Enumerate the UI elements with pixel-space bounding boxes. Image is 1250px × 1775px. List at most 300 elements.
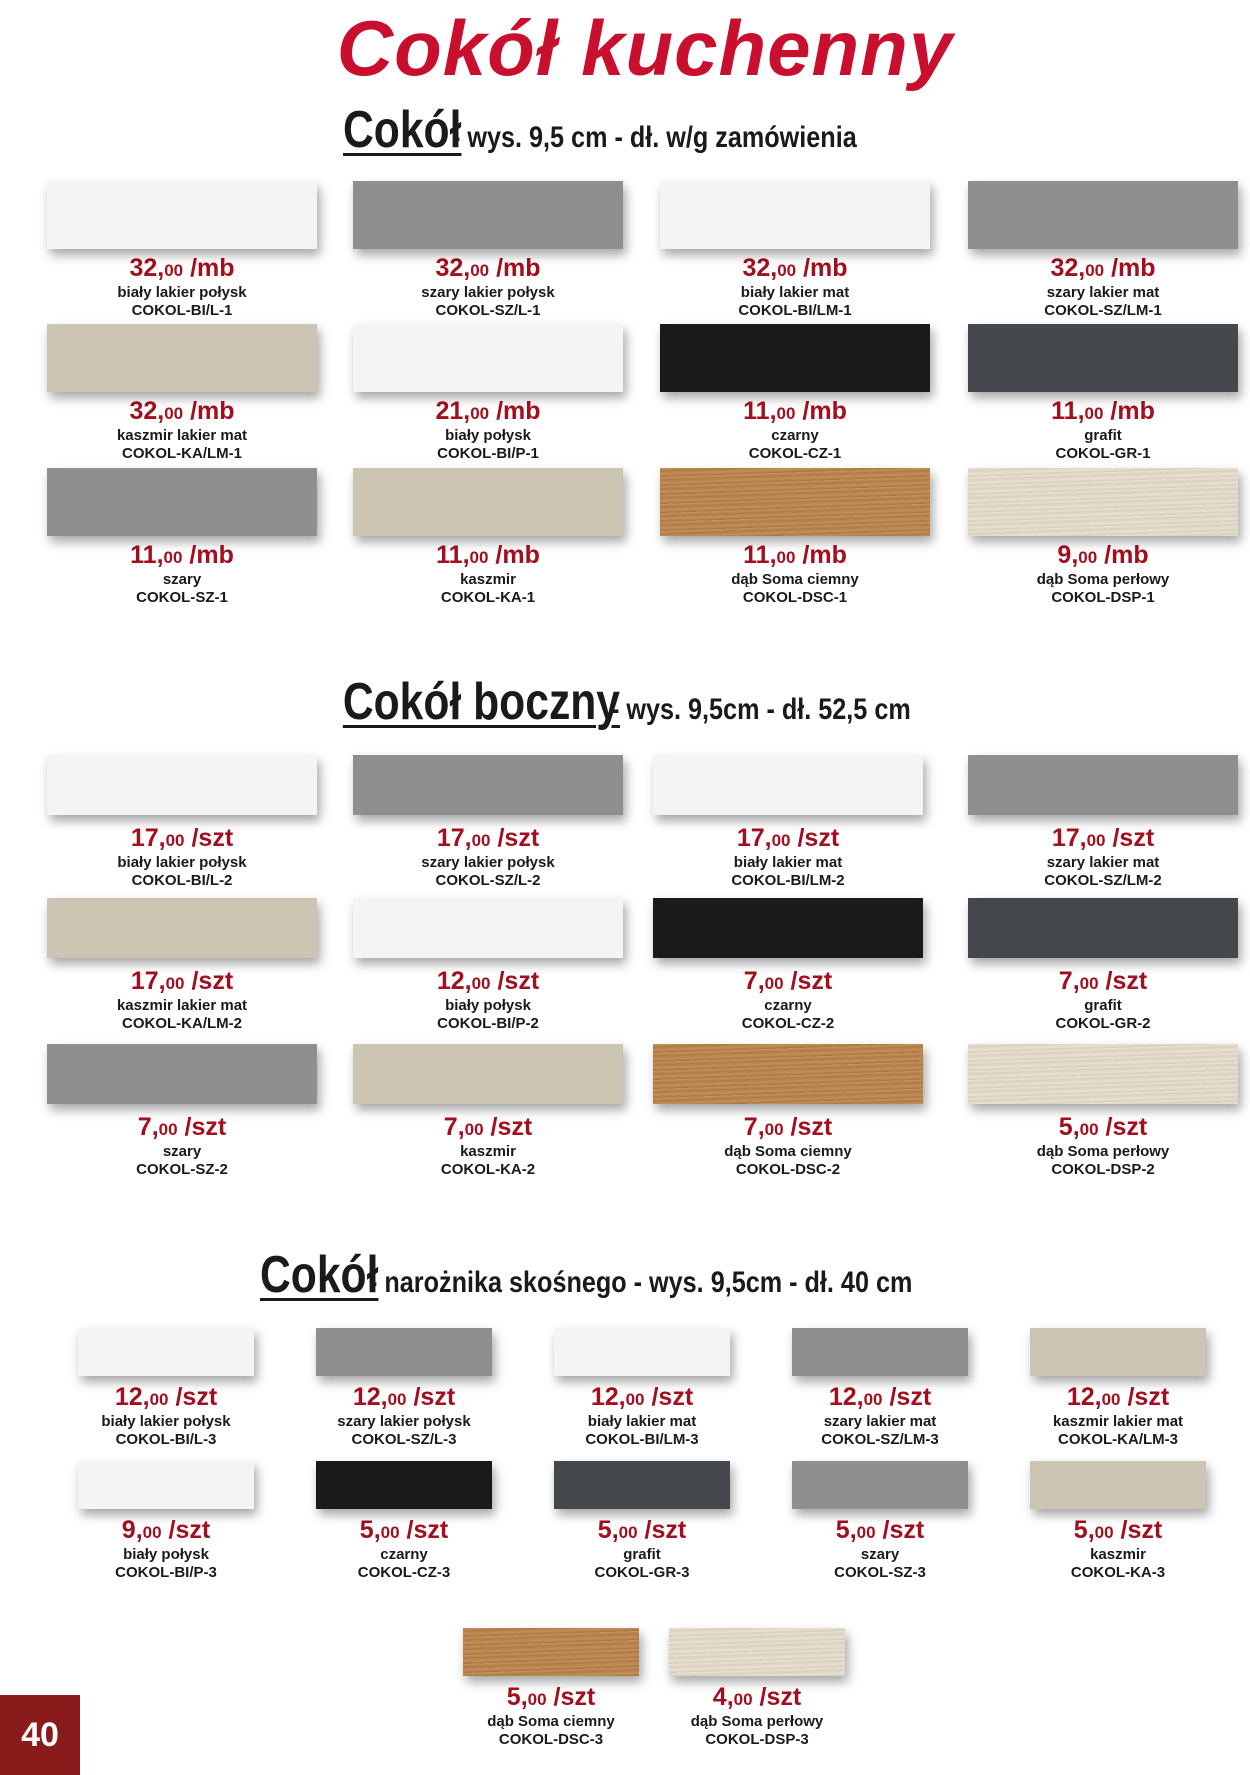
price-integer: 21 xyxy=(435,397,464,425)
product-description: biały lakier mat xyxy=(733,854,843,871)
plinth-swatch xyxy=(316,1461,492,1509)
product-item xyxy=(650,318,940,463)
product-description: kaszmir xyxy=(1090,1546,1146,1563)
plinth-swatch-area xyxy=(51,1320,281,1384)
product-item xyxy=(1003,1320,1233,1449)
plinth-swatch-area xyxy=(343,888,633,968)
price: 7,00 /szt xyxy=(1058,967,1148,995)
price: 12,00 /szt xyxy=(590,1383,694,1411)
product-item xyxy=(51,1320,281,1449)
price-decimal: 00 xyxy=(471,974,491,993)
product-code: COKOL-DSP-2 xyxy=(1051,1161,1155,1178)
price-decimal: 00 xyxy=(165,831,185,850)
page-number: 40 xyxy=(0,1695,80,1775)
product-item xyxy=(436,1620,666,1749)
price-decimal: 00 xyxy=(1079,974,1099,993)
price-unit: /szt xyxy=(797,824,840,852)
price: 9,00 /mb xyxy=(1057,541,1149,569)
product-item xyxy=(958,888,1248,1033)
plinth-swatch xyxy=(792,1328,968,1376)
product-item xyxy=(289,1320,519,1449)
plinth-swatch xyxy=(660,468,930,536)
product-description: dąb Soma perłowy xyxy=(1036,1143,1170,1160)
plinth-swatch xyxy=(353,1044,623,1104)
price: 11,00 /mb xyxy=(130,541,234,569)
product-item xyxy=(643,1034,933,1179)
price-integer: 17 xyxy=(1051,824,1080,852)
product-item xyxy=(37,888,327,1033)
page-title: Cokół kuchenny xyxy=(336,4,954,92)
product-item xyxy=(765,1320,995,1449)
product-code: COKOL-SZ/L-2 xyxy=(435,872,541,889)
price-integer: 9 xyxy=(121,1516,136,1544)
product-code: COKOL-KA/LM-2 xyxy=(122,1015,242,1032)
price-unit: /szt xyxy=(651,1383,694,1411)
plinth-swatch-area xyxy=(37,462,327,542)
product-item xyxy=(765,1453,995,1582)
product-item xyxy=(958,1034,1248,1179)
price-decimal: 00 xyxy=(1078,548,1098,567)
product-code: COKOL-CZ-3 xyxy=(357,1564,451,1581)
price-unit: /mb xyxy=(496,397,541,425)
price-unit: /szt xyxy=(644,1516,687,1544)
product-code: COKOL-KA-1 xyxy=(440,589,536,606)
product-description: dąb Soma ciemny xyxy=(487,1713,615,1730)
plinth-swatch xyxy=(353,324,623,392)
plinth-swatch-area xyxy=(958,1034,1248,1114)
price-decimal: 00 xyxy=(163,548,183,567)
plinth-swatch xyxy=(554,1328,730,1376)
section-title-main: Cokół boczny xyxy=(343,673,621,731)
plinth-swatch-area xyxy=(765,1453,995,1517)
price-unit: /szt xyxy=(191,824,234,852)
plinth-swatch xyxy=(1030,1461,1206,1509)
price-decimal: 00 xyxy=(625,1390,645,1409)
product-code: COKOL-SZ/LM-1 xyxy=(1044,302,1162,319)
plinth-swatch xyxy=(1030,1328,1206,1376)
product-description: czarny xyxy=(380,1546,428,1563)
product-description: szary lakier połysk xyxy=(421,854,555,871)
product-description: szary xyxy=(860,1546,900,1563)
plinth-swatch-area xyxy=(643,888,933,968)
price-decimal: 00 xyxy=(1086,831,1106,850)
product-code: COKOL-BI/L-1 xyxy=(131,302,233,319)
product-item xyxy=(289,1453,519,1582)
product-code: COKOL-GR-3 xyxy=(594,1564,690,1581)
price: 7,00 /szt xyxy=(743,1113,833,1141)
product-code: COKOL-CZ-1 xyxy=(748,445,842,462)
product-code: COKOL-KA/LM-3 xyxy=(1058,1431,1178,1448)
product-item xyxy=(343,888,633,1033)
product-description: kaszmir lakier mat xyxy=(116,427,248,444)
plinth-swatch xyxy=(968,1044,1238,1104)
price-decimal: 00 xyxy=(470,261,490,280)
plinth-swatch-area xyxy=(343,462,633,542)
price-integer: 7 xyxy=(743,1113,758,1141)
price: 32,00 /mb xyxy=(1050,254,1156,282)
plinth-swatch-area xyxy=(343,318,633,398)
plinth-swatch xyxy=(792,1461,968,1509)
product-item xyxy=(958,745,1248,890)
product-item xyxy=(37,462,327,607)
plinth-swatch-area xyxy=(1003,1320,1233,1384)
price-decimal: 00 xyxy=(387,1390,407,1409)
product-description: biały lakier połysk xyxy=(117,854,247,871)
product-code: COKOL-DSP-3 xyxy=(705,1731,809,1748)
product-code: COKOL-BI/LM-3 xyxy=(585,1431,699,1448)
product-item xyxy=(642,1620,872,1749)
product-item xyxy=(343,175,633,320)
price-decimal: 00 xyxy=(771,831,791,850)
product-item xyxy=(343,1034,633,1179)
price: 5,00 /szt xyxy=(835,1516,925,1544)
product-code: COKOL-DSC-3 xyxy=(498,1731,604,1748)
price-unit: /szt xyxy=(497,824,540,852)
product-description: szary lakier mat xyxy=(1046,284,1160,301)
plinth-swatch xyxy=(653,898,923,958)
plinth-swatch-area xyxy=(37,888,327,968)
price-unit: /szt xyxy=(1112,824,1155,852)
product-code: COKOL-BI/P-1 xyxy=(437,445,539,462)
plinth-swatch-area xyxy=(643,1034,933,1114)
price-unit: /mb xyxy=(189,541,234,569)
product-item xyxy=(37,745,327,890)
price-unit: /mb xyxy=(802,397,847,425)
price-unit: /mb xyxy=(495,541,540,569)
price-integer: 32 xyxy=(435,254,464,282)
price: 17,00 /szt xyxy=(736,824,840,852)
product-item xyxy=(343,745,633,890)
price: 32,00 /mb xyxy=(129,397,235,425)
price-unit: /szt xyxy=(406,1516,449,1544)
product-description: dąb Soma perłowy xyxy=(690,1713,824,1730)
product-description: szary lakier połysk xyxy=(421,284,555,301)
section-title-main: Cokół xyxy=(260,1246,379,1304)
price-decimal: 00 xyxy=(618,1523,638,1542)
plinth-swatch xyxy=(47,898,317,958)
price-unit: /szt xyxy=(790,1113,833,1141)
price-integer: 32 xyxy=(742,254,771,282)
price-decimal: 00 xyxy=(863,1390,883,1409)
product-item xyxy=(37,175,327,320)
product-code: COKOL-GR-1 xyxy=(1055,445,1151,462)
price: 7,00 /szt xyxy=(443,1113,533,1141)
price: 5,00 /szt xyxy=(1058,1113,1148,1141)
price-decimal: 00 xyxy=(1079,1120,1099,1139)
price-integer: 9 xyxy=(1057,541,1072,569)
price-decimal: 00 xyxy=(469,548,489,567)
price-integer: 5 xyxy=(359,1516,374,1544)
plinth-swatch xyxy=(968,755,1238,815)
product-description: szary xyxy=(162,1143,202,1160)
plinth-swatch xyxy=(660,181,930,249)
price-integer: 17 xyxy=(436,824,465,852)
price-decimal: 00 xyxy=(764,974,784,993)
plinth-swatch xyxy=(78,1461,254,1509)
plinth-swatch-area xyxy=(527,1453,757,1517)
product-description: dąb Soma ciemny xyxy=(724,1143,852,1160)
price-unit: /mb xyxy=(1111,254,1156,282)
price-decimal: 00 xyxy=(856,1523,876,1542)
price: 4,00 /szt xyxy=(712,1683,802,1711)
price: 32,00 /mb xyxy=(742,254,848,282)
section-subtitle: - wys. 9,5cm - dł. 52,5 cm xyxy=(610,693,911,726)
plinth-swatch-area xyxy=(1003,1453,1233,1517)
product-item xyxy=(343,462,633,607)
price-integer: 12 xyxy=(590,1383,619,1411)
product-code: COKOL-BI/L-3 xyxy=(115,1431,217,1448)
price-integer: 7 xyxy=(743,967,758,995)
price: 5,00 /szt xyxy=(506,1683,596,1711)
product-description: szary xyxy=(162,571,202,588)
price-decimal: 00 xyxy=(764,1120,784,1139)
plinth-swatch-area xyxy=(37,745,327,825)
plinth-swatch xyxy=(968,324,1238,392)
price-unit: /szt xyxy=(1105,967,1148,995)
price-integer: 11 xyxy=(1051,397,1078,425)
plinth-swatch-area xyxy=(958,175,1248,255)
price-unit: /szt xyxy=(497,967,540,995)
product-description: kaszmir lakier mat xyxy=(1052,1413,1184,1430)
product-code: COKOL-SZ/L-1 xyxy=(435,302,541,319)
product-description: dąb Soma ciemny xyxy=(731,571,859,588)
price: 11,00 /mb xyxy=(1051,397,1155,425)
plinth-swatch-area xyxy=(343,1034,633,1114)
product-description: biały lakier mat xyxy=(740,284,850,301)
plinth-swatch-area xyxy=(343,175,633,255)
price-unit: /szt xyxy=(759,1683,802,1711)
price: 7,00 /szt xyxy=(137,1113,227,1141)
plinth-swatch-area xyxy=(289,1453,519,1517)
product-description: kaszmir xyxy=(460,1143,516,1160)
price-unit: /szt xyxy=(168,1516,211,1544)
price: 5,00 /szt xyxy=(597,1516,687,1544)
price: 21,00 /mb xyxy=(435,397,541,425)
price-integer: 11 xyxy=(743,541,770,569)
product-item xyxy=(650,462,940,607)
price-unit: /szt xyxy=(184,1113,227,1141)
plinth-swatch-area xyxy=(37,318,327,398)
plinth-swatch-area xyxy=(436,1620,666,1684)
price-integer: 12 xyxy=(1066,1383,1095,1411)
plinth-swatch xyxy=(653,755,923,815)
price-unit: /mb xyxy=(1110,397,1155,425)
product-item xyxy=(958,318,1248,463)
product-description: biały lakier połysk xyxy=(117,284,247,301)
plinth-swatch-area xyxy=(650,175,940,255)
product-item xyxy=(650,175,940,320)
price-decimal: 00 xyxy=(527,1690,547,1709)
plinth-swatch xyxy=(554,1461,730,1509)
price-unit: /szt xyxy=(191,967,234,995)
plinth-swatch xyxy=(47,755,317,815)
price: 9,00 /szt xyxy=(121,1516,211,1544)
product-description: szary lakier połysk xyxy=(337,1413,471,1430)
plinth-swatch xyxy=(968,468,1238,536)
price-unit: /szt xyxy=(1127,1383,1170,1411)
product-description: kaszmir lakier mat xyxy=(116,997,248,1014)
plinth-swatch-area xyxy=(765,1320,995,1384)
price-unit: /szt xyxy=(490,1113,533,1141)
price-decimal: 00 xyxy=(142,1523,162,1542)
price-unit: /szt xyxy=(790,967,833,995)
price-unit: /szt xyxy=(1105,1113,1148,1141)
plinth-swatch xyxy=(47,324,317,392)
product-description: czarny xyxy=(764,997,812,1014)
plinth-swatch-area xyxy=(51,1453,281,1517)
price-integer: 32 xyxy=(1050,254,1079,282)
plinth-swatch xyxy=(353,468,623,536)
plinth-swatch xyxy=(660,324,930,392)
product-item xyxy=(527,1453,757,1582)
product-code: COKOL-GR-2 xyxy=(1055,1015,1151,1032)
product-item xyxy=(643,745,933,890)
price-unit: /szt xyxy=(882,1516,925,1544)
price-integer: 7 xyxy=(1058,967,1073,995)
price-integer: 11 xyxy=(436,541,463,569)
product-code: COKOL-BI/P-3 xyxy=(115,1564,217,1581)
product-code: COKOL-KA-2 xyxy=(440,1161,536,1178)
price-decimal: 00 xyxy=(776,548,796,567)
plinth-swatch xyxy=(463,1628,639,1676)
price-integer: 11 xyxy=(130,541,157,569)
price-decimal: 00 xyxy=(776,404,796,423)
plinth-swatch-area xyxy=(958,888,1248,968)
product-code: COKOL-SZ/LM-2 xyxy=(1044,872,1162,889)
price-unit: /mb xyxy=(1104,541,1149,569)
price-decimal: 00 xyxy=(777,261,797,280)
price: 12,00 /szt xyxy=(1066,1383,1170,1411)
plinth-swatch xyxy=(968,898,1238,958)
price: 11,00 /mb xyxy=(743,541,847,569)
plinth-swatch-area xyxy=(642,1620,872,1684)
product-code: COKOL-DSP-1 xyxy=(1051,589,1155,606)
price: 32,00 /mb xyxy=(129,254,235,282)
price-integer: 7 xyxy=(137,1113,152,1141)
product-description: grafit xyxy=(1084,997,1122,1014)
price-unit: /szt xyxy=(553,1683,596,1711)
product-code: COKOL-DSC-1 xyxy=(742,589,848,606)
price-unit: /szt xyxy=(413,1383,456,1411)
price-integer: 32 xyxy=(129,397,158,425)
plinth-swatch xyxy=(47,181,317,249)
product-code: COKOL-SZ-3 xyxy=(834,1564,926,1581)
plinth-swatch xyxy=(316,1328,492,1376)
price-integer: 12 xyxy=(352,1383,381,1411)
price-integer: 7 xyxy=(443,1113,458,1141)
price-unit: /mb xyxy=(190,397,235,425)
price-decimal: 00 xyxy=(1101,1390,1121,1409)
plinth-swatch-area xyxy=(527,1320,757,1384)
plinth-swatch xyxy=(353,898,623,958)
price-decimal: 00 xyxy=(1085,261,1105,280)
product-code: COKOL-SZ-1 xyxy=(136,589,228,606)
section-title-main: Cokół xyxy=(342,101,462,159)
product-item xyxy=(527,1320,757,1449)
product-item xyxy=(643,888,933,1033)
price-integer: 5 xyxy=(1058,1113,1073,1141)
price: 17,00 /szt xyxy=(436,824,540,852)
price: 12,00 /szt xyxy=(352,1383,456,1411)
plinth-swatch-area xyxy=(37,1034,327,1114)
plinth-swatch xyxy=(653,1044,923,1104)
price-integer: 17 xyxy=(130,967,159,995)
plinth-swatch-area xyxy=(643,745,933,825)
price-decimal: 00 xyxy=(158,1120,178,1139)
price-integer: 5 xyxy=(1073,1516,1088,1544)
product-description: kaszmir xyxy=(460,571,516,588)
price-decimal: 00 xyxy=(1094,1523,1114,1542)
product-item xyxy=(958,462,1248,607)
price-unit: /szt xyxy=(175,1383,218,1411)
product-item xyxy=(1003,1453,1233,1582)
plinth-swatch-area xyxy=(958,462,1248,542)
product-code: COKOL-BI/LM-2 xyxy=(731,872,845,889)
product-description: czarny xyxy=(771,427,819,444)
product-description: szary lakier mat xyxy=(823,1413,937,1430)
price-decimal: 00 xyxy=(380,1523,400,1542)
plinth-swatch-area xyxy=(343,745,633,825)
price-integer: 17 xyxy=(736,824,765,852)
product-code: COKOL-SZ-2 xyxy=(136,1161,228,1178)
product-description: biały połysk xyxy=(445,997,531,1014)
price-integer: 32 xyxy=(129,254,158,282)
section-subtitle: - wys. 9,5 cm - dł. w/g zamówienia xyxy=(451,121,857,154)
plinth-swatch xyxy=(47,1044,317,1104)
price-decimal: 00 xyxy=(471,831,491,850)
plinth-swatch-area xyxy=(37,175,327,255)
price-decimal: 00 xyxy=(149,1390,169,1409)
product-description: biały lakier połysk xyxy=(101,1413,231,1430)
price-integer: 12 xyxy=(114,1383,143,1411)
section-title-side-plinth xyxy=(0,672,1250,732)
product-description: grafit xyxy=(623,1546,661,1563)
price: 17,00 /szt xyxy=(1051,824,1155,852)
price: 12,00 /szt xyxy=(436,967,540,995)
product-item xyxy=(37,318,327,463)
price-integer: 12 xyxy=(436,967,465,995)
product-description: grafit xyxy=(1084,427,1122,444)
product-code: COKOL-BI/P-2 xyxy=(437,1015,539,1032)
price-decimal: 00 xyxy=(164,404,184,423)
price-unit: /mb xyxy=(802,541,847,569)
price: 5,00 /szt xyxy=(359,1516,449,1544)
price-decimal: 00 xyxy=(164,261,184,280)
plinth-swatch xyxy=(353,181,623,249)
price: 17,00 /szt xyxy=(130,967,234,995)
price-decimal: 00 xyxy=(464,1120,484,1139)
plinth-swatch xyxy=(353,755,623,815)
price: 12,00 /szt xyxy=(114,1383,218,1411)
product-code: COKOL-BI/L-2 xyxy=(131,872,233,889)
price-unit: /szt xyxy=(889,1383,932,1411)
product-code: COKOL-BI/LM-1 xyxy=(738,302,852,319)
price: 12,00 /szt xyxy=(828,1383,932,1411)
product-code: COKOL-CZ-2 xyxy=(741,1015,835,1032)
price-unit: /mb xyxy=(803,254,848,282)
section-title-corner-plinth xyxy=(0,1245,1250,1305)
product-description: dąb Soma perłowy xyxy=(1036,571,1170,588)
product-description: biały lakier mat xyxy=(587,1413,697,1430)
price-unit: /mb xyxy=(190,254,235,282)
price-decimal: 00 xyxy=(733,1690,753,1709)
plinth-swatch xyxy=(47,468,317,536)
product-item xyxy=(343,318,633,463)
price-unit: /mb xyxy=(496,254,541,282)
price-decimal: 00 xyxy=(1084,404,1104,423)
plinth-swatch xyxy=(78,1328,254,1376)
price: 17,00 /szt xyxy=(130,824,234,852)
